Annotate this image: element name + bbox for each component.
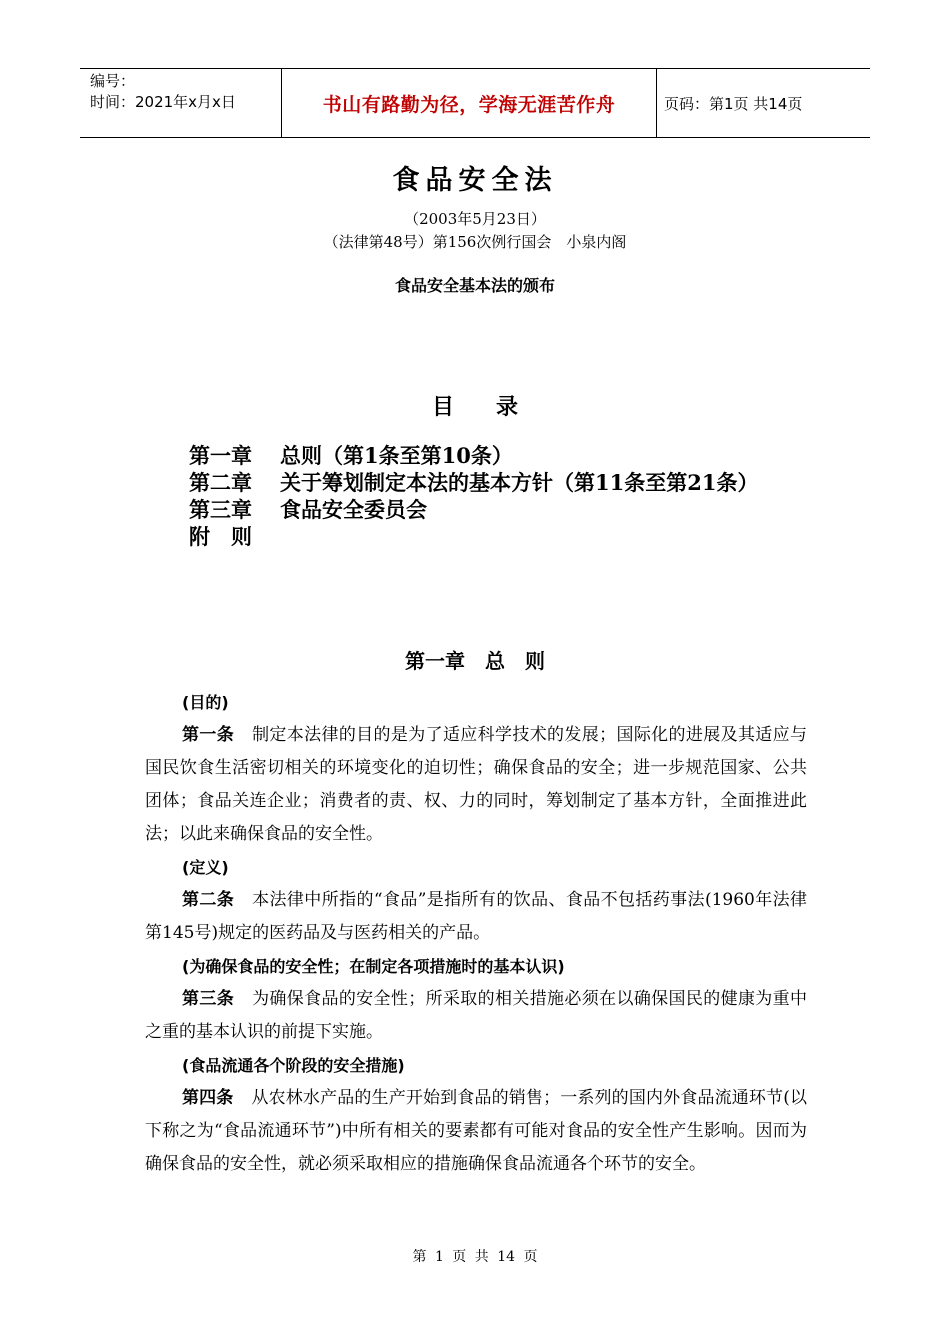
time-label: 时间：2021年x月x日 xyxy=(90,93,236,111)
article-paragraph xyxy=(145,719,807,851)
article-label: 第三条 xyxy=(182,989,235,1009)
article-text: 本法律中所指的“食品”是指所有的饮品、食品不包括药事法(1960年法律第145号)规定的医药品及与医药相关的产品。 xyxy=(145,890,807,943)
toc-chapter: 第三章 xyxy=(189,497,252,522)
promulgation-heading: 食品安全基本法的颁布 xyxy=(394,276,555,295)
article-paragraph xyxy=(145,983,807,1049)
article-text: 从农林水产品的生产开始到食品的销售；一系列的国内外食品流通环节(以下称之为“食品流通环节”)中所有相关的要素都有可能对食品的安全性产生影响。因而为确保食品的安全性，就必须采取相应的措施确保食品流通各个环节的安全。 xyxy=(145,1088,807,1174)
article-label: 第一条 xyxy=(182,725,235,745)
section-heading: (目的) xyxy=(182,693,229,712)
section-heading: (定义) xyxy=(182,858,229,877)
toc-title: 目录 xyxy=(431,395,560,420)
subtitle-date: （2003年5月23日） xyxy=(404,210,546,228)
toc-chapter: 第一章 xyxy=(189,443,252,468)
article-text: 为确保食品的安全性；所采取的相关措施必须在以确保国民的健康为重中之重的基本认识的前提下实施。 xyxy=(145,989,808,1042)
page-info-text: 页码：第1页 共14页 xyxy=(664,94,803,113)
toc-chapter: 第二章 xyxy=(189,470,252,495)
document-title: 食品安全法 xyxy=(392,165,558,196)
number-label: 编号： xyxy=(90,72,136,90)
section-heading: (为确保食品的安全性；在制定各项措施时的基本认识) xyxy=(182,957,565,976)
toc-text: 总则（第1条至第10条） xyxy=(280,443,513,468)
header-page-info xyxy=(664,69,870,137)
article-label: 第二条 xyxy=(182,890,235,910)
toc-chapter: 附 则 xyxy=(189,524,252,549)
article-label: 第四条 xyxy=(182,1088,234,1108)
header-table xyxy=(80,68,870,138)
article-text: 制定本法律的目的是为了适应科学技术的发展；国际化的进展及其适应与国民饮食生活密切相关的环境变化的迫切性；确保食品的安全；进一步规范国家、公共团体；食品关连企业；消费者的责、权、力的同时，筹划制定了基本方针，全面推进此法；以此来确保食品的安全性。 xyxy=(145,725,808,844)
subtitle-law: （法律第48号）第156次例行国会 小泉内阁 xyxy=(323,233,627,251)
toc-text: 关于筹划制定本法的基本方针（第11条至第21条） xyxy=(280,470,759,495)
section-heading: (食品流通各个阶段的安全措施) xyxy=(182,1056,405,1075)
article-paragraph xyxy=(145,884,807,950)
toc-item xyxy=(189,523,758,550)
toc-text: 食品安全委员会 xyxy=(280,497,427,522)
chapter-title: 第一章 总 则 xyxy=(405,649,545,673)
table-of-contents xyxy=(189,442,758,550)
header-meta-cell xyxy=(80,69,281,137)
article-paragraph xyxy=(145,1082,807,1181)
toc-item xyxy=(189,496,758,523)
document-body xyxy=(145,686,807,1181)
toc-item xyxy=(189,469,758,496)
header-motto: 书山有路勤为径，学海无涯苦作舟 xyxy=(281,69,657,137)
page-footer: 第 1 页 共 14 页 xyxy=(412,1249,538,1265)
toc-item xyxy=(189,442,758,469)
